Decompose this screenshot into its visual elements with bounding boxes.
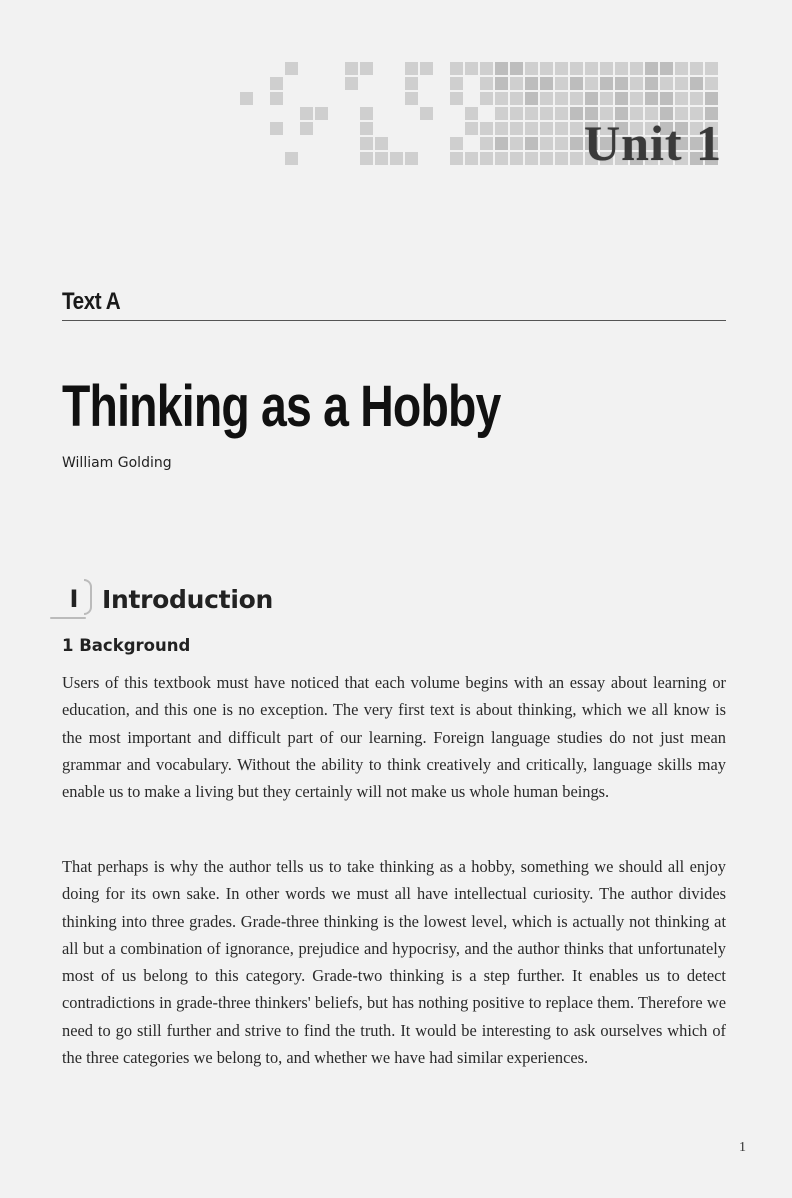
mosaic-square — [540, 122, 553, 135]
mosaic-square — [510, 62, 523, 75]
mosaic-square — [690, 77, 703, 90]
mosaic-square — [630, 62, 643, 75]
mosaic-square — [555, 152, 568, 165]
mosaic-square — [615, 77, 628, 90]
mosaic-square — [480, 77, 493, 90]
mosaic-square — [660, 62, 673, 75]
mosaic-square — [540, 62, 553, 75]
mosaic-square — [450, 137, 463, 150]
unit-title: Unit 1 — [584, 115, 722, 171]
mosaic-square — [600, 62, 613, 75]
mosaic-square — [630, 77, 643, 90]
mosaic-square — [555, 62, 568, 75]
body-paragraph: That perhaps is why the author tells us to take thinking as a hobby, something we should all enjoy doing for its own sake. In other words we must all have intellectual curiosity. The author divides thinking into three grades. Grade-three thinking is the lowest level, which is actually not thinking at all but a combination of ignorance, prejudice and hypocrisy, and the author thinks that unfortunately most of us belong to this category. Grade-two thinking is a step further. It enables us to detect contradictions in grade-three thinkers' beliefs, but has nothing positive to replace them. Therefore we need to go still further and strive to find the truth. It would be interesting to ask ourselves which of the three categories we belong to, and whether we have had similar experiences. — [62, 857, 726, 1068]
mosaic-square — [540, 152, 553, 165]
mosaic-square — [495, 122, 508, 135]
mosaic-square — [540, 107, 553, 120]
mosaic-square — [390, 152, 403, 165]
mosaic-square — [495, 77, 508, 90]
mosaic-square — [495, 92, 508, 105]
mosaic-square — [690, 62, 703, 75]
mosaic-square — [465, 107, 478, 120]
mosaic-square — [525, 107, 538, 120]
mosaic-square — [525, 137, 538, 150]
mosaic-square — [480, 62, 493, 75]
mosaic-square — [510, 152, 523, 165]
mosaic-square — [315, 107, 328, 120]
mosaic-square — [525, 77, 538, 90]
mosaic-square — [525, 152, 538, 165]
mosaic-square — [420, 107, 433, 120]
mosaic-square — [570, 92, 583, 105]
mosaic-square — [495, 62, 508, 75]
mosaic-square — [525, 122, 538, 135]
mosaic-square — [540, 92, 553, 105]
mosaic-square — [405, 152, 418, 165]
mosaic-square — [240, 92, 253, 105]
mosaic-square — [420, 62, 433, 75]
mosaic-square — [510, 137, 523, 150]
mosaic-square — [645, 92, 658, 105]
mosaic-square — [660, 77, 673, 90]
section-heading — [56, 574, 273, 624]
mosaic-square — [615, 62, 628, 75]
mosaic-square — [555, 77, 568, 90]
essay-title: Thinking as a Hobby — [62, 374, 501, 439]
mosaic-square — [450, 77, 463, 90]
mosaic-square — [360, 62, 373, 75]
mosaic-square — [480, 152, 493, 165]
mosaic-square — [465, 122, 478, 135]
mosaic-square — [570, 77, 583, 90]
text-label: Text A — [62, 288, 121, 315]
mosaic-square — [615, 92, 628, 105]
mosaic-square — [705, 92, 718, 105]
section-numeral-bracket — [56, 577, 92, 621]
mosaic-square — [495, 107, 508, 120]
mosaic-square — [480, 92, 493, 105]
mosaic-square — [360, 137, 373, 150]
mosaic-square — [270, 92, 283, 105]
mosaic-square — [585, 62, 598, 75]
mosaic-square — [450, 152, 463, 165]
mosaic-square — [690, 92, 703, 105]
mosaic-square — [300, 107, 313, 120]
mosaic-square — [405, 77, 418, 90]
body-paragraph: Users of this textbook must have noticed that each volume begins with an essay about learning or education, and this one is no exception. The very first text is about thinking, which we all know is the most important and difficult part of our learning. Foreign language studies do not just mean grammar and vocabulary. Without the ability to think creatively and critically, language skills may enable us to make a living but they certainly will not make us whole human beings. — [62, 673, 726, 802]
mosaic-square — [360, 152, 373, 165]
mosaic-square — [675, 92, 688, 105]
mosaic-square — [705, 77, 718, 90]
mosaic-square — [495, 137, 508, 150]
mosaic-square — [525, 92, 538, 105]
mosaic-square — [465, 152, 478, 165]
mosaic-square — [570, 62, 583, 75]
mosaic-square — [270, 122, 283, 135]
mosaic-square — [510, 107, 523, 120]
mosaic-square — [675, 62, 688, 75]
mosaic-square — [585, 92, 598, 105]
mosaic-square — [630, 92, 643, 105]
mosaic-square — [465, 62, 478, 75]
subsection-title: 1 Background — [62, 636, 191, 655]
mosaic-square — [555, 92, 568, 105]
mosaic-square — [645, 62, 658, 75]
mosaic-square — [555, 122, 568, 135]
mosaic-square — [285, 152, 298, 165]
mosaic-square — [600, 77, 613, 90]
mosaic-square — [510, 77, 523, 90]
mosaic-square — [345, 77, 358, 90]
mosaic-square — [555, 137, 568, 150]
mosaic-square — [375, 137, 388, 150]
mosaic-square — [285, 62, 298, 75]
page-number: 1 — [739, 1140, 746, 1155]
mosaic-square — [495, 152, 508, 165]
mosaic-square — [675, 77, 688, 90]
mosaic-square — [510, 92, 523, 105]
mosaic-square — [660, 92, 673, 105]
mosaic-square — [345, 62, 358, 75]
author-name: William Golding — [62, 455, 172, 471]
mosaic-square — [270, 77, 283, 90]
mosaic-square — [480, 137, 493, 150]
mosaic-square — [405, 92, 418, 105]
mosaic-square — [570, 107, 583, 120]
mosaic-square — [570, 122, 583, 135]
mosaic-square — [480, 122, 493, 135]
mosaic-square — [570, 152, 583, 165]
mosaic-square — [300, 122, 313, 135]
mosaic-square — [600, 92, 613, 105]
mosaic-square — [360, 122, 373, 135]
mosaic-square — [510, 122, 523, 135]
mosaic-square — [555, 107, 568, 120]
mosaic-square — [360, 107, 373, 120]
mosaic-square — [375, 152, 388, 165]
mosaic-square — [405, 62, 418, 75]
mosaic-square — [540, 77, 553, 90]
mosaic-square — [525, 62, 538, 75]
mosaic-square — [705, 62, 718, 75]
mosaic-square — [645, 77, 658, 90]
mosaic-square — [450, 62, 463, 75]
section-title: Introduction — [102, 584, 273, 614]
mosaic-square — [585, 77, 598, 90]
text-label-rule — [62, 320, 726, 321]
mosaic-square — [540, 137, 553, 150]
mosaic-square — [450, 92, 463, 105]
mosaic-square — [570, 137, 583, 150]
section-numeral: I — [69, 585, 79, 613]
